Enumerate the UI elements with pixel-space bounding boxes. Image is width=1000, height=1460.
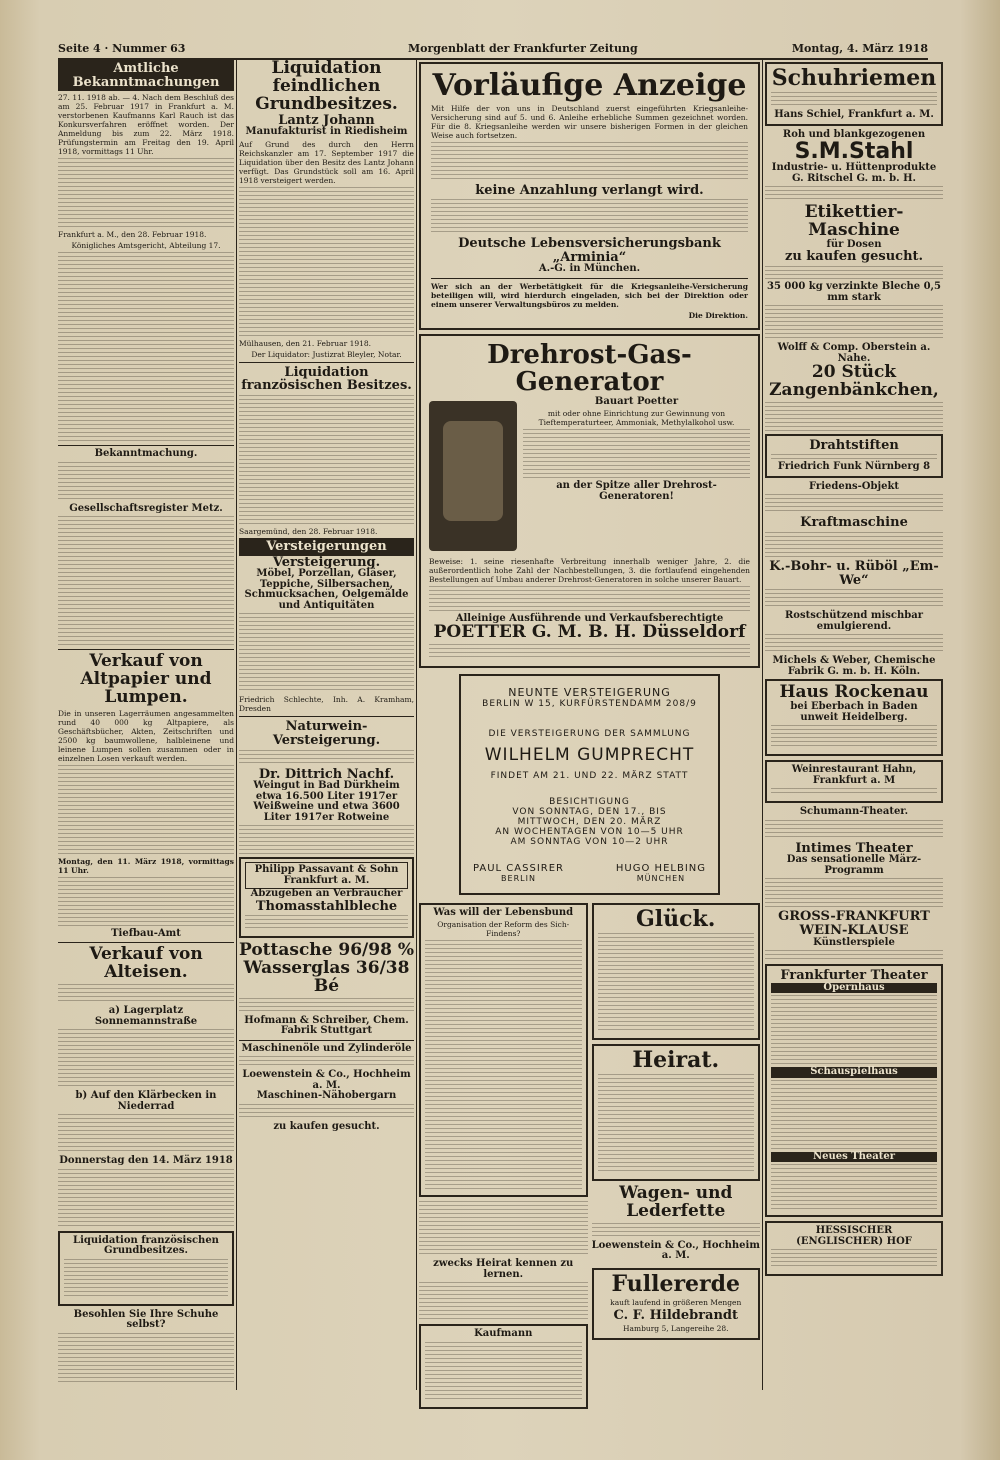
auction-viewing: AM SONNTAG VON 10—2 UHR	[510, 836, 669, 847]
ad-headline: Liquidation feindlichen Grundbesitzes.	[255, 60, 398, 114]
ad-highlight: an der Spitze aller Drehrost-Generatoren!	[556, 480, 717, 502]
text-block	[419, 1201, 588, 1257]
ad-headline: Wagen- und Lederfette	[619, 1183, 733, 1221]
text-block	[58, 158, 234, 228]
ad-firm: POETTER G. M. B. H. Düsseldorf	[433, 622, 746, 643]
text-block	[58, 877, 234, 927]
page-number: Seite 4 · Nummer 63	[58, 42, 186, 55]
column-rule	[416, 60, 417, 1390]
notice-date: Montag, den 11. März 1918, vormittags 11 Uhr.	[58, 856, 234, 875]
notice-heading: Gesellschaftsregister Metz.	[69, 502, 223, 514]
notice-heading: Bekanntmachung.	[94, 448, 198, 460]
text-block	[765, 878, 943, 908]
ad-headline: K.-Bohr- u. Rüböl „Em-We“	[769, 558, 939, 588]
ad-headline: Verkauf von Alteisen.	[89, 944, 203, 983]
column-official-notices	[58, 60, 234, 1385]
ad-subtitle: Weingut in Bad Dürkheim	[253, 780, 400, 792]
ad-offer: etwa 16.500 Liter 1917er Weißweine und etwa 3600 Liter 1917er Rotweine	[253, 790, 400, 823]
ad-firm-city: A.-G. in München.	[538, 263, 641, 275]
ad-headline: Intimes Theater	[795, 840, 913, 856]
notice-heading: Tiefbau-Amt	[111, 927, 181, 939]
ad-call: zu kaufen gesucht.	[784, 249, 924, 265]
text-block	[765, 634, 943, 654]
text-block	[58, 462, 234, 502]
divider	[239, 362, 414, 363]
text-block	[239, 750, 414, 766]
text-block	[771, 1164, 937, 1210]
ad-headline: Liquidation französischen Grundbesitzes.	[73, 1234, 219, 1256]
ad-headline: Haus Rockenau	[779, 682, 929, 703]
ad-headline: Wasserglas 36/38 Bé	[243, 958, 410, 996]
text-block	[58, 984, 234, 1004]
ad-firm: C. F. Hildebrandt	[613, 1307, 739, 1323]
text-block	[431, 199, 748, 235]
ad-headline: Pottasche 96/98 %	[239, 940, 414, 961]
section-header: Frankfurter Theater	[780, 968, 928, 984]
ad-subtitle: Bauart Poetter	[594, 395, 679, 407]
ad-text: Beweise: 1. seine riesenhafte Verbreitung innerhalb weniger Jahre, 2. die außerordentlich hohe Zahl der Nachbestellungen, 3. die fortlaufend eingehenden Bestellungen auf Umbau anderer Drehrost-Generatoren in solche unserer Bauart.	[429, 556, 750, 584]
newspaper-title: Morgenblatt der Frankfurter Zeitung	[408, 42, 638, 55]
text-block	[239, 613, 414, 693]
text-block	[245, 915, 408, 931]
ad-offer: 35 000 kg verzinkte Bleche 0,5 mm stark	[767, 281, 941, 303]
text-block	[765, 186, 943, 202]
text-block	[765, 532, 943, 558]
auction-viewing: MITTWOCH, DEN 20. MÄRZ	[517, 816, 662, 827]
ad-headline: Liquidation französischen Besitzes.	[241, 364, 412, 394]
auction-address: BERLIN W 15, KURFÜRSTENDAMM 208/9	[482, 698, 697, 709]
ad-call: zu kaufen gesucht.	[273, 1120, 380, 1132]
text-block	[58, 1114, 234, 1154]
text-block	[598, 933, 755, 1033]
ad-headline: Was will der Lebensbund	[433, 906, 574, 918]
text-block	[64, 1259, 228, 1299]
ad-firm: Industrie- u. Hüttenprodukte G. Ritschel G. m. b. H.	[771, 162, 937, 184]
text-block	[771, 92, 937, 108]
ad-headline: 20 Stück Zangenbänkchen,	[769, 362, 939, 400]
generator-illustration	[429, 401, 517, 551]
notice-signature: Friedrich Schlechte, Inh. A. Kramham, Dresden	[239, 695, 414, 714]
text-block	[765, 950, 943, 962]
ad-subtitle: Künstlerspiele	[813, 936, 895, 948]
text-block	[239, 1104, 414, 1120]
text-block	[431, 142, 748, 182]
ad-subtitle: Roh und blankgezogenen	[782, 128, 926, 140]
notice-place-date: Saargemünd, den 28. Februar 1918.	[239, 526, 378, 536]
text-block	[771, 1249, 937, 1269]
ad-text: Wer sich an der Werbetätigkeit für die Kriegsanleihe-Versicherung beteiligen will, wird hierdurch eingeladen, sich bei der Direktion oder einem unserer Verwaltungsbüros zu melden.	[431, 281, 748, 309]
text-block	[425, 940, 582, 1190]
ad-headline: Vorläufige Anzeige	[432, 68, 747, 103]
ad-headline: Maschinen-Nähobergarn	[256, 1090, 397, 1102]
ad-headline: S.M.Stahl	[794, 139, 914, 165]
ad-headline: WEIN-KLAUSE	[799, 922, 909, 938]
theater-name: Opernhaus	[771, 983, 937, 994]
text-block	[592, 1223, 761, 1239]
text-block	[239, 1056, 414, 1068]
ad-headline: Verkauf von Altpapier und Lumpen.	[80, 651, 212, 707]
ad-headline: Thomasstahlbleche	[255, 898, 398, 914]
text-block	[58, 765, 234, 855]
ad-gumprecht-auction	[459, 674, 720, 895]
notice-text: Die in unseren Lagerräumen angesammelten rund 40 000 kg Altpapiere, als Geschäftsbücher, Akten, Zeitschriften und 2500 kg baumwollene, halbleinene und leinene Lumpen sollen zusammen oder in einzelnen Losen verkauft werden.	[58, 708, 234, 763]
auction-viewing: AN WOCHENTAGEN VON 10—5 UHR	[495, 826, 684, 837]
text-block	[765, 305, 943, 341]
notice-text: Auf Grund des durch den Herrn Reichskanzler am 17. September 1917 die Liquidation über den Besitz des Lantz Johann verfügt. Das Grundstück soll am 16. April 1918 versteigert werden.	[239, 139, 414, 185]
ad-headline: Schumann-Theater.	[799, 806, 909, 818]
ad-headline: Kraftmaschine	[800, 515, 908, 531]
ad-name: Dr. Dittrich Nachf.	[258, 766, 395, 782]
ad-headline: Friedens-Objekt	[809, 480, 899, 492]
ad-subtitle: Das sensationelle März-Programm	[786, 854, 922, 876]
divider	[239, 1040, 414, 1041]
text-block	[771, 1080, 937, 1150]
auction-collection-name: WILHELM GUMPRECHT	[484, 744, 695, 765]
text-block	[239, 395, 414, 525]
text-block	[771, 454, 937, 460]
text-block	[765, 494, 943, 514]
ad-firm: Michels & Weber, Chemische Fabrik G. m. b. H. Köln.	[772, 655, 936, 677]
text-block	[765, 589, 943, 609]
ad-lebensbund	[419, 901, 588, 1413]
ad-subtitle: Möbel, Porzellan, Gläser, Teppiche, Silbersachen, Schmucksachen, Oelgemälde und Antiquitäten	[244, 568, 409, 611]
auction-line: DIE VERSTEIGERUNG DER SAMMLUNG	[488, 728, 691, 739]
ad-headline: GROSS-FRANKFURT	[778, 909, 930, 925]
auction-dates: FINDET AM 21. UND 22. MÄRZ STATT	[490, 770, 689, 781]
ad-headline: Drahtstiften	[809, 437, 899, 453]
ad-text: mit oder ohne Einrichtung zur Gewinnung von Tieftemperaturteer, Ammoniak, Methylalkohol usw.	[538, 409, 735, 428]
ad-signature: Die Direktion.	[688, 310, 748, 320]
text-block	[765, 820, 943, 840]
column-rule	[762, 60, 763, 1390]
auctioneer-city: MÜNCHEN	[636, 873, 686, 883]
text-block	[239, 825, 414, 855]
ad-subtitle: Organisation der Reform des Sich-Findens?	[437, 920, 570, 939]
notice-date: Donnerstag den 14. März 1918	[59, 1155, 233, 1166]
text-block	[58, 516, 234, 646]
firm-logo: Philipp Passavant & Sohn Frankfurt a. M.	[245, 862, 408, 889]
ad-headline: Schuhriemen	[771, 65, 937, 91]
text-block	[598, 1074, 755, 1174]
ad-arminia	[419, 62, 760, 330]
ad-headline: Etikettier-Maschine	[804, 202, 904, 241]
ad-firm: Hofmann & Schreiber, Chem. Fabrik Stuttgart	[244, 1014, 409, 1037]
auctioneer-name: PAUL CASSIRER	[473, 862, 564, 874]
ad-headline: Naturwein-Versteigerung.	[272, 719, 381, 748]
ad-headline: Versteigerung.	[272, 554, 381, 570]
text-block	[425, 1342, 582, 1402]
ad-personal-column	[592, 901, 761, 1413]
auction-viewing: BESICHTIGUNG	[549, 796, 630, 807]
notice-signature: Der Liquidator: Justizrat Bleyler, Notar.	[251, 349, 402, 359]
notice-subheading: a) Lagerplatz Sonnemannstraße	[94, 1005, 198, 1027]
text-block	[58, 1029, 234, 1089]
ad-headline: Glück.	[636, 905, 716, 932]
ad-poetter	[419, 334, 760, 668]
auction-line: NEUNTE VERSTEIGERUNG	[508, 685, 671, 699]
divider	[58, 445, 234, 446]
ad-box	[239, 857, 414, 938]
ad-firm: Deutsche Lebensversicherungsbank „Arminia“	[458, 236, 721, 265]
text-block	[765, 266, 943, 280]
column-liquidations	[239, 60, 414, 1132]
text-block	[58, 1169, 234, 1229]
auction-viewing: VON SONNTAG, DEN 17., BIS	[512, 806, 667, 817]
ad-subtitle: Manufakturist in Riedisheim	[245, 126, 408, 138]
column-rule	[236, 60, 237, 1390]
issue-date: Montag, 4. März 1918	[791, 42, 928, 55]
text-block	[429, 644, 750, 658]
text-block	[765, 402, 943, 432]
masthead	[58, 40, 928, 60]
ad-subtitle: Rostschützend mischbar emulgierend.	[784, 610, 923, 632]
ad-headline: Heirat.	[632, 1046, 720, 1073]
ad-firm: Wolff & Comp. Oberstein a. Nahe.	[777, 342, 931, 364]
text-block	[429, 586, 750, 612]
notice-text: 27. 11. 1918 ab. — 4. Nach dem Beschluß des am 25. Februar 1917 in Frankfurt a. M. verstorbenen Kaufmanns Karl Rauch ist das Konkursverfahren eröffnet worden. Der Anmeldung bis zum 22. März 1918. Prüfungstermin am Freitag den 19. April 1918, vormittags 11 Uhr.	[58, 93, 234, 157]
text-block	[58, 1333, 234, 1383]
ad-headline: Drehrost-Gas-Generator	[487, 339, 692, 398]
text-block	[523, 429, 750, 479]
text-block	[771, 995, 937, 1065]
text-block	[239, 998, 414, 1014]
ad-headline: zwecks Heirat kennen zu lernen.	[433, 1258, 574, 1280]
column-advertisements	[419, 60, 760, 1413]
ad-name: Lantz Johann	[278, 112, 375, 128]
notice-subheading: b) Auf den Klärbecken in Niederrad	[75, 1090, 217, 1112]
divider	[431, 278, 748, 279]
divider	[58, 649, 234, 650]
ad-highlight: keine Anzahlung verlangt wird.	[475, 182, 704, 198]
divider	[239, 716, 414, 717]
ad-subtitle: für Dosen	[826, 238, 882, 250]
theater-name: Schauspielhaus	[771, 1067, 937, 1078]
ad-subtitle: bei Eberbach in Baden unweit Heidelberg.	[790, 701, 918, 723]
ad-headline: Weinrestaurant Hahn, Frankfurt a. M	[791, 764, 917, 786]
notice-place-date: Mülhausen, den 21. Februar 1918.	[239, 338, 372, 348]
ad-headline: Fullererde	[611, 1270, 740, 1297]
ad-firm: Friedrich Funk Nürnberg 8	[777, 461, 931, 473]
auctioneer-name: HUGO HELBING	[615, 862, 706, 874]
section-header: Versteigerungen	[239, 538, 414, 556]
theater-name: Neues Theater	[771, 1152, 937, 1163]
ad-firm: Loewenstein & Co., Hochheim a. M.	[591, 1239, 760, 1262]
ad-subtitle: kauft laufend in größeren Mengen	[610, 1297, 742, 1307]
ad-headline: Maschinenöle und Zylinderöle	[241, 1042, 412, 1054]
text-block	[771, 725, 937, 749]
notice-court-department: Königliches Amtsgericht, Abteilung 17.	[71, 241, 221, 251]
ad-firm: Loewenstein & Co., Hochheim a. M.	[242, 1069, 411, 1091]
ad-text: Mit Hilfe der von uns in Deutschland zuerst eingeführten Kriegsanleihe-Versicherung sind auf 5. und 6. Anleihe erhebliche Summen gezeichnet worden. Für die 8. Kriegsanleihe werden wir unsere bisherigen Formen in der gleichen Weise auch fortsetzen.	[431, 103, 748, 140]
ad-subtitle: Abzugeben an Verbraucher	[250, 888, 403, 900]
auctioneer-city: BERLIN	[501, 873, 536, 883]
ad-firm: Hans Schiel, Frankfurt a. M.	[774, 109, 934, 121]
ad-headline: HESSISCHER (ENGLISCHER) HOF	[796, 1225, 912, 1247]
ad-headline: Besohlen Sie Ihre Schuhe selbst?	[73, 1308, 219, 1330]
text-block	[239, 187, 414, 337]
notice-court: Frankfurt a. M., den 28. Februar 1918.	[58, 230, 207, 240]
ad-subtitle: Alleinige Ausführende und Verkaufsberechtigte	[455, 612, 724, 624]
ad-headline: Kaufmann	[474, 1328, 533, 1340]
divider	[58, 942, 234, 943]
text-block	[771, 788, 937, 796]
column-classifieds	[765, 60, 943, 1280]
text-block	[419, 1282, 588, 1322]
section-header: Amtliche Bekanntmachungen	[58, 60, 234, 91]
text-block	[58, 252, 234, 442]
ad-address: Hamburg 5, Langereihe 28.	[622, 1324, 729, 1334]
ad-box	[58, 1231, 234, 1306]
